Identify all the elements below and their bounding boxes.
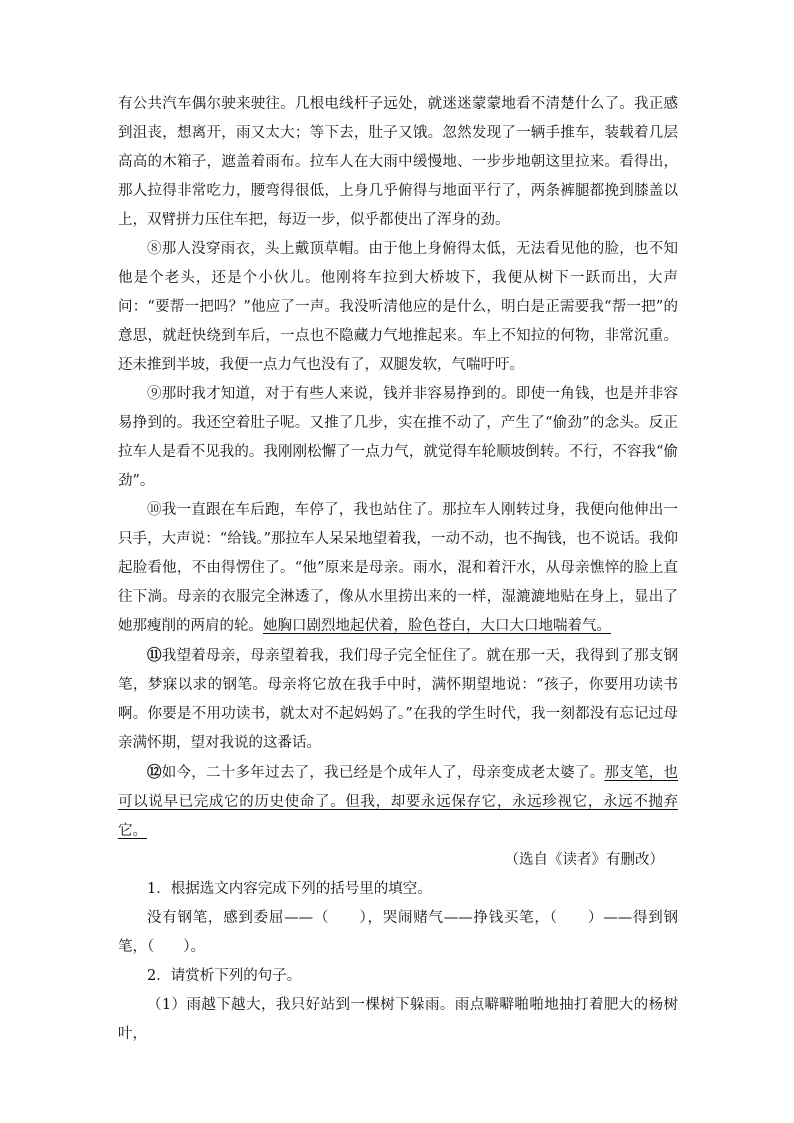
paragraph-11 <box>118 641 678 758</box>
question-2: 2．请赏析下列的句子。 <box>147 968 302 984</box>
source-citation: （选自《读者》有删改） <box>504 852 664 868</box>
question-1: 1．根据选文内容完成下列的括号里的填空。 <box>147 881 432 897</box>
paragraph-12 <box>118 758 678 846</box>
paragraph-12-number: ⑫ <box>147 764 162 781</box>
document-page <box>118 90 678 1049</box>
paragraph-12-underlined-sentence: 那支笔，也可以说早已完成它的历史使命了。但我，却要永远保存它，永远珍视它，永远不抛弃它。 <box>118 765 679 839</box>
question-1-fill-blanks: 没有钢笔，感到委屈——（ ），哭闹赌气——挣钱买笔，（ ）——得到钢笔，（ ）。 <box>118 910 678 955</box>
paragraph-8: ⑧那人没穿雨衣，头上戴顶草帽。由于他上身俯得太低，无法看见他的脸，也不知他是个老头，还是个小伙儿。他刚将车拉到大桥坡下，我便从树下一跃而出，大声问：“要帮一把吗？”他应了一声。我没听清他应的是什么，明白是正需要我“帮一把”的意思，就赶快绕到车后，一点也不隐藏力气地推起来。车上不知拉的何物，非常沉重。还未推到半坡，我便一点力气也没有了，双腿发软，气喘吁吁。 <box>118 241 678 373</box>
paragraph-9: ⑨那时我才知道，对于有些人来说，钱并非容易挣到的。即使一角钱，也是并非容易挣到的。我还空着肚子呢。又推了几步，实在推不动了，产生了“偷劲”的念头。反正拉车人是看不见我的。我刚刚松懈了一点力气，就觉得车轮顺坡倒转。不行，不容我“偷劲”。 <box>118 386 678 489</box>
paragraph-10-underlined-sentence: 她胸口剧烈地起伏着，脸色苍白，大口大口地喘着气。 <box>263 618 611 634</box>
paragraph-11-number: ⑪ <box>147 647 162 664</box>
paragraph-intro: 有公共汽车偶尔驶来驶往。几根电线杆子远处，就迷迷蒙蒙地看不清楚什么了。我正感到沮丧，想离开，雨又太大；等下去，肚子又饿。忽然发现了一辆手推车，装载着几层高高的木箱子，遮盖着雨布。拉车人在大雨中缓慢地、一步步地朝这里拉来。看得出，那人拉得非常吃力，腰弯得很低，上身几乎俯得与地面平行了，两条裤腿都挽到膝盖以上，双臂拼力压住车把，每迈一步，似乎都使出了浑身的劲。 <box>118 96 678 228</box>
paragraph-12-text: 如今，二十多年过去了，我已经是个成年人了，母亲变成老太婆了。 <box>161 765 605 781</box>
paragraph-10-text: ⑩我一直跟在车后跑，车停了，我也站住了。那拉车人刚转过身，我便向他伸出一只手，大声说：“给钱。”那拉车人呆呆地望着我，一动不动，也不掏钱，也不说话。我仰起脸看他，不由得愣住了。“他”原来是母亲。雨水，混和着汗水，从母亲憔悴的脸上直往下淌。母亲的衣服完全淋透了，像从水里捞出来的一样，湿漉漉地贴在身上，显出了她那瘦削的两肩的轮。 <box>118 502 678 634</box>
paragraph-10 <box>118 496 678 641</box>
question-2-item-1: （1）雨越下越大，我只好站到一棵树下躲雨。雨点噼噼啪啪地抽打着肥大的杨树叶， <box>118 997 678 1042</box>
paragraph-11-text: 我望着母亲，母亲望着我，我们母子完全怔住了。就在那一天，我得到了那支钢笔，梦寐以求的钢笔。母亲将它放在我手中时，满怀期望地说：“孩子，你要用功读书啊。你要是不用功读书，就太对不起妈妈了。”在我的学生时代，我一刻都没有忘记过母亲满怀期，望对我说的这番话。 <box>118 648 679 751</box>
